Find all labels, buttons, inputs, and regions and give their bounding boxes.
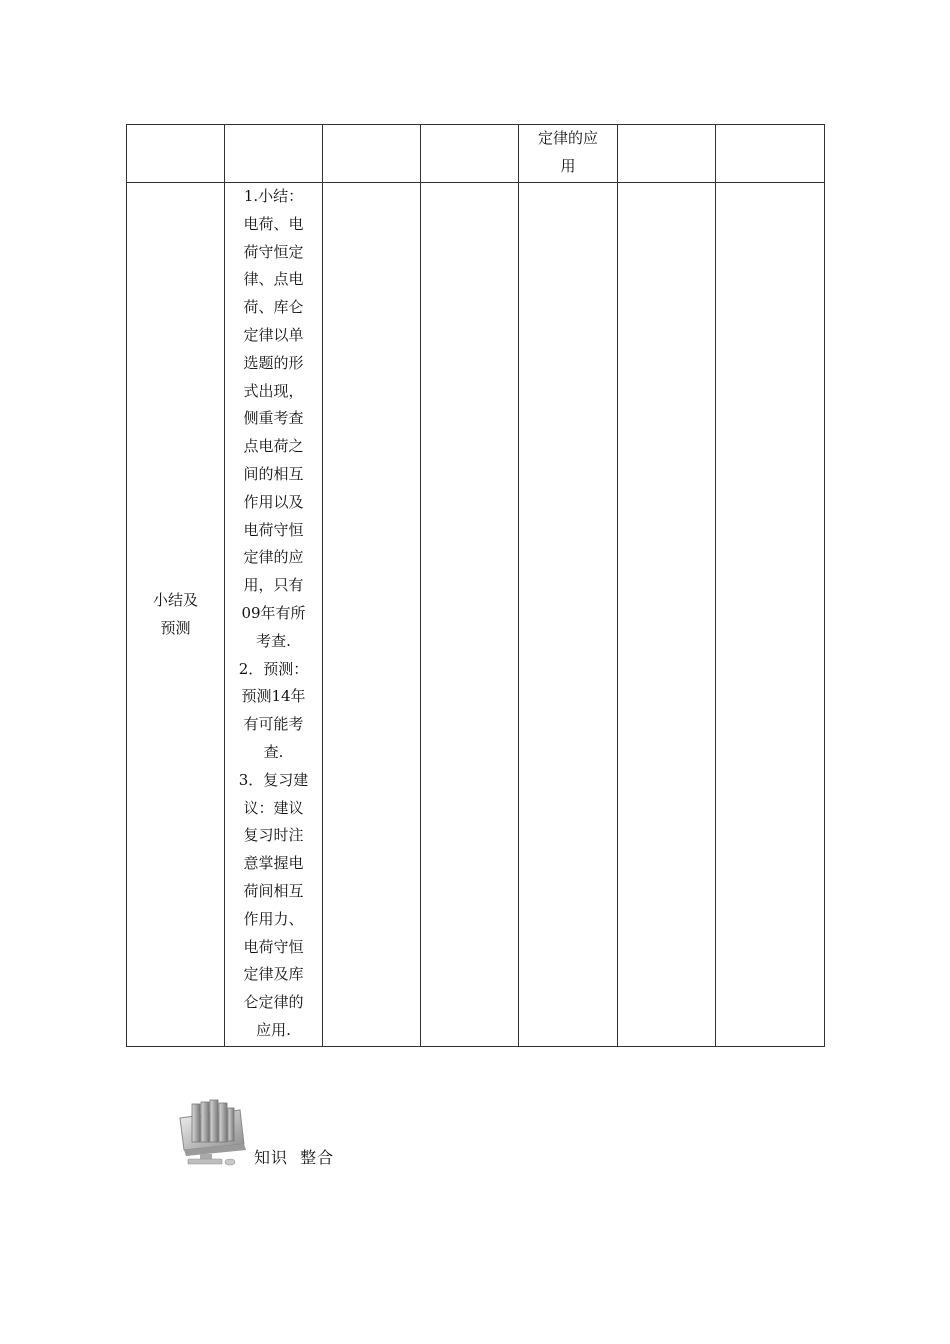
table-cell	[421, 125, 519, 183]
table-cell	[323, 183, 421, 1047]
table-cell	[519, 183, 618, 1047]
table-cell	[225, 183, 323, 1047]
table-row	[127, 183, 825, 1047]
table-cell	[519, 125, 618, 183]
table-cell	[225, 125, 323, 183]
bookshelf-computer-icon	[172, 1092, 250, 1168]
section-title: 知识 整合	[254, 1148, 335, 1167]
document-table	[126, 124, 825, 1047]
cell-text-law-application: 定律的应 用	[537, 129, 598, 175]
table-cell	[716, 183, 825, 1047]
table-row	[127, 125, 825, 183]
table-cell	[716, 125, 825, 183]
table-cell	[618, 183, 716, 1047]
knowledge-integration-heading	[172, 1092, 372, 1172]
table-cell	[127, 125, 225, 183]
row-label-summary-forecast: 小结及 预测	[152, 590, 198, 637]
table-cell	[127, 183, 225, 1047]
table-cell	[421, 183, 519, 1047]
table-cell	[618, 125, 716, 183]
summary-forecast-text: 1.小结： 电荷、电 荷守恒定 律、点电 荷、库仑 定律以单 选题的形 式出现， 侧重考查 点电荷之 间的相互 作用以及 电荷守恒 定律的应 用，只有 09年有所 考查. 2．预测： 预测14年 有可能考 查. 3．复习建 议：建议 复习时注 意掌握电 荷间相互 作用力、 电荷守恒 定律及库 仑定律的 应用.	[238, 187, 309, 1039]
table-cell	[323, 125, 421, 183]
